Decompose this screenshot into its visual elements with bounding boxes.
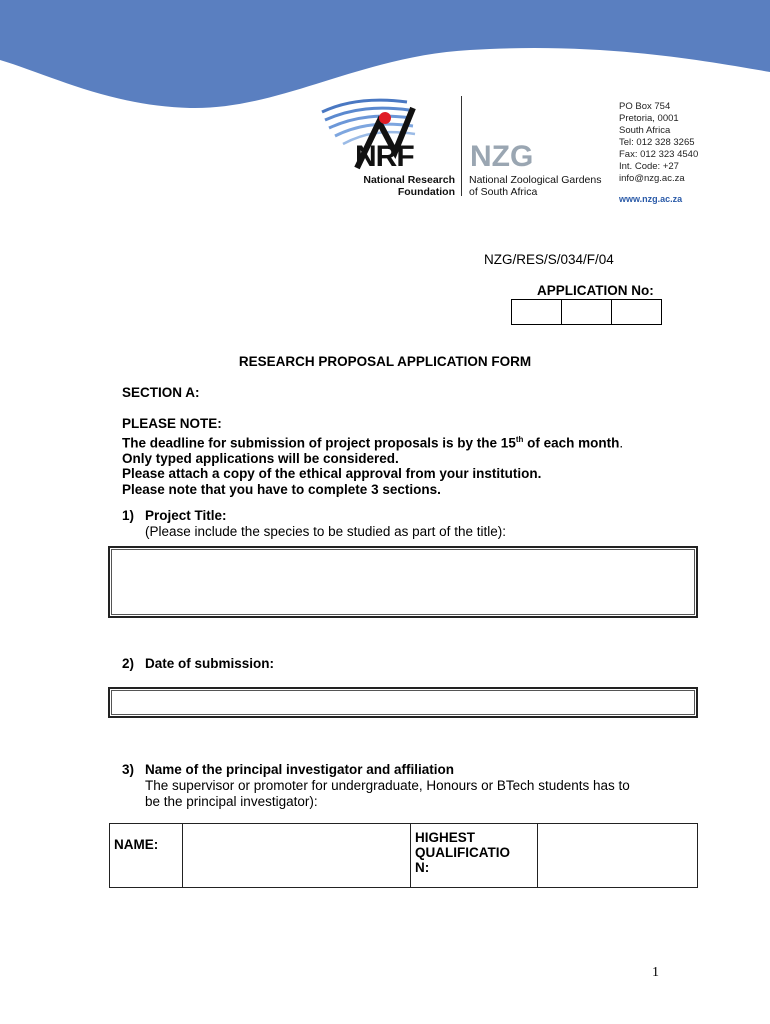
application-no-cell[interactable] bbox=[612, 300, 661, 324]
notes-deadline bbox=[122, 432, 623, 451]
nrf-name-line2: Foundation bbox=[397, 186, 455, 198]
qualification-label bbox=[411, 824, 538, 888]
application-no-cell[interactable] bbox=[562, 300, 612, 324]
deadline-period: . bbox=[619, 435, 624, 450]
contact-line: PO Box 754 bbox=[619, 101, 671, 112]
contact-line: Tel: 012 328 3265 bbox=[619, 137, 695, 148]
question-title: Project Title: bbox=[145, 508, 227, 523]
form-title: RESEARCH PROPOSAL APPLICATION FORM bbox=[238, 354, 532, 369]
application-no-cell[interactable] bbox=[512, 300, 562, 324]
notes-typed: Only typed applications will be considered. bbox=[122, 450, 399, 466]
project-title-field[interactable] bbox=[108, 546, 698, 618]
question-title: Date of submission: bbox=[145, 656, 275, 671]
nrf-full-name bbox=[355, 174, 455, 198]
nzg-name-line2: of South Africa bbox=[469, 186, 538, 198]
nrf-logo-text: NRF bbox=[355, 140, 414, 173]
deadline-sup: th bbox=[515, 434, 524, 444]
contact-line: Pretoria, 0001 bbox=[619, 113, 679, 124]
table-row bbox=[110, 824, 698, 888]
question-title: Name of the principal investigator and affiliation bbox=[145, 762, 455, 777]
question-number: 3) bbox=[122, 762, 135, 777]
investigator-table bbox=[109, 823, 698, 888]
notes-heading: PLEASE NOTE: bbox=[122, 416, 222, 431]
deadline-text: The deadline for submission of project proposals is by the 15 bbox=[122, 435, 516, 450]
website-link[interactable]: www.nzg.ac.za bbox=[619, 194, 683, 204]
question-1 bbox=[122, 508, 722, 548]
submission-date-field[interactable] bbox=[108, 687, 698, 718]
nrf-name-line1: National Research bbox=[363, 174, 455, 186]
section-label: SECTION A: bbox=[122, 385, 200, 400]
qualification-line1: HIGHEST bbox=[415, 830, 476, 845]
application-no-label: APPLICATION No: bbox=[537, 283, 654, 298]
contact-block bbox=[619, 101, 759, 205]
form-reference: NZG/RES/S/034/F/04 bbox=[484, 252, 614, 267]
logo-block bbox=[315, 92, 615, 202]
qualification-line3: N: bbox=[415, 860, 430, 875]
page-number: 1 bbox=[652, 965, 659, 980]
question-2 bbox=[122, 656, 722, 676]
logo-divider bbox=[461, 96, 462, 196]
deadline-text-end: of each month bbox=[523, 435, 620, 450]
name-field[interactable] bbox=[183, 824, 411, 888]
notes-sections: Please note that you have to complete 3 sections. bbox=[122, 481, 441, 497]
question-hint: (Please include the species to be studied as part of the title): bbox=[145, 524, 506, 539]
question-hint: be the principal investigator): bbox=[145, 794, 318, 809]
nzg-logo-text: NZG bbox=[470, 140, 534, 173]
application-no-boxes bbox=[511, 299, 662, 325]
question-number: 1) bbox=[122, 508, 135, 523]
nzg-name-line1: National Zoological Gardens bbox=[469, 174, 602, 186]
contact-line: info@nzg.ac.za bbox=[619, 173, 685, 184]
nzg-full-name bbox=[469, 174, 609, 198]
qualification-line2: QUALIFICATIO bbox=[415, 845, 510, 860]
qualification-field[interactable] bbox=[538, 824, 698, 888]
contact-line: Fax: 012 323 4540 bbox=[619, 149, 699, 160]
contact-line: South Africa bbox=[619, 125, 671, 136]
contact-line: Int. Code: +27 bbox=[619, 161, 679, 172]
question-number: 2) bbox=[122, 656, 135, 671]
name-label: NAME: bbox=[110, 824, 183, 888]
question-hint: The supervisor or promoter for undergraduate, Honours or BTech students has to bbox=[145, 778, 630, 793]
notes-ethical: Please attach a copy of the ethical approval from your institution. bbox=[122, 466, 542, 481]
notes-block bbox=[122, 416, 623, 497]
question-3 bbox=[122, 762, 722, 812]
